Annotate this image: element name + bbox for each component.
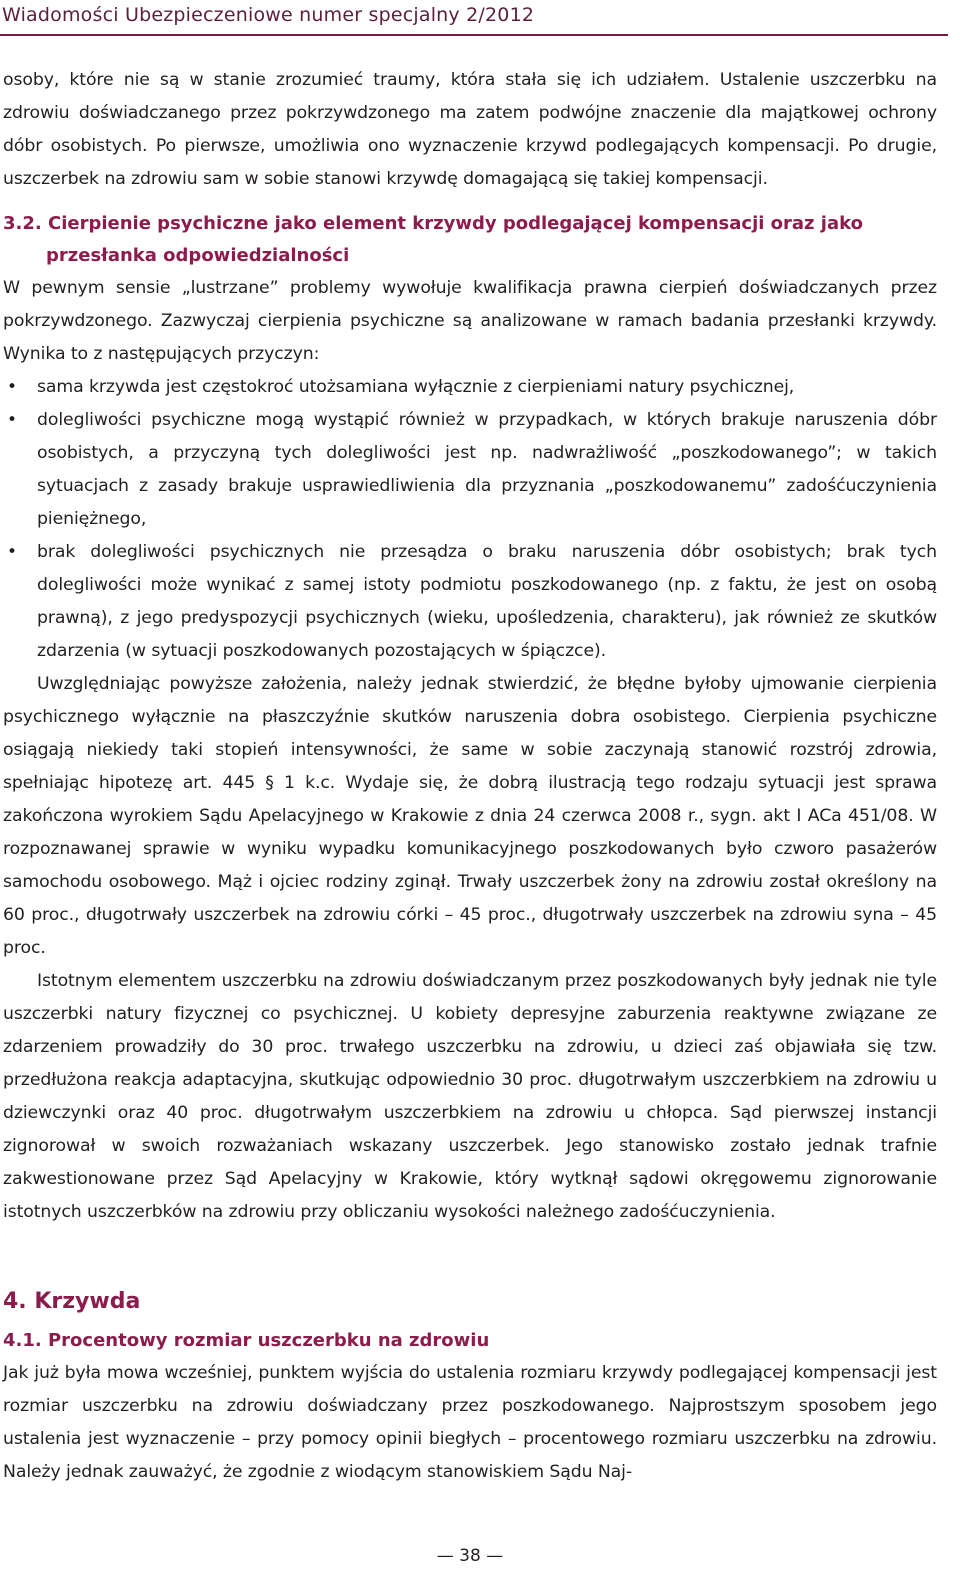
section-4-heading: 4. Krzywda	[3, 1289, 141, 1314]
section-4-1-paragraph: Jak już była mowa wcześniej, punktem wyjścia do ustalenia rozmiaru krzywdy podlegającej kompensacji jest rozmiar uszczerbku na zdrowiu doświadczany przez poszkodowanego. Najprostszym sposobem jego ustalenia jest wyznaczenie – przy pomocy opinii biegłych – procentowego rozmiaru uszczerbku na zdrowiu. Należy jednak zauważyć, że zgodnie z wiodącym stanowiskiem Sądu Naj-	[3, 1363, 937, 1482]
list-item-text: brak dolegliwości psychicznych nie przesądza o braku naruszenia dóbr osobistych; brak tych dolegliwości może wynikać z samej istoty podmiotu poszkodowanego (np. z faktu, że jest on osobą prawną), z jego predyspozycji psychicznych (wieku, upośledzenia, charakteru), jak również ze skutków zdarzenia (w sytuacji poszkodowanych pozostających w śpiączce).	[37, 542, 937, 661]
list-item	[3, 371, 937, 404]
section-3-2-heading: 3.2. Cierpienie psychiczne jako element krzywdy podlegającej kompensacji oraz jako przesłanka odpowiedzialności	[3, 213, 863, 266]
list-item-text: dolegliwości psychiczne mogą wystąpić również w przypadkach, w których brakuje naruszenia dóbr osobistych, a przyczyną tych dolegliwości jest np. nadwrażliwość „poszkodowanego”; w takich sytuacjach z zasady brakuje usprawiedliwienia dla przyznania „poszkodowanemu” zadośćuczynienia pieniężnego,	[37, 410, 937, 529]
reasons-list	[3, 371, 937, 668]
section-3-2-paragraph-2: Uwzględniając powyższe założenia, należy jednak stwierdzić, że błędne byłoby ujmowanie cierpienia psychicznego wyłącznie na płaszczyźnie skutków naruszenia dobra osobistego. Cierpienia psychiczne osiągają niekiedy taki stopień intensywności, że same w sobie zaczynają stanowić rozstrój zdrowia, spełniając hipotezę art. 445 § 1 k.c. Wydaje się, że dobrą ilustracją tego rodzaju sytuacji jest sprawa zakończona wyrokiem Sądu Apelacyjnego w Krakowie z dnia 24 czerwca 2008 r., sygn. akt I ACa 451/08. W rozpoznawanej sprawie w wyniku wypadku komunikacyjnego poszkodowanych było czworo pasażerów samochodu osobowego. Mąż i ojciec rodziny zginął. Trwały uszczerbek żony na zdrowiu został określony na 60 proc., długotrwały uszczerbek na zdrowiu córki – 45 proc., długotrwały uszczerbek na zdrowiu syna – 45 proc.	[3, 674, 937, 958]
bullet-icon: •	[7, 410, 17, 430]
list-item	[3, 536, 937, 668]
page-content	[3, 64, 937, 1489]
section-3-2-paragraph: W pewnym sensie „lustrzane” problemy wywołuje kwalifikacja prawna cierpień doświadczanych przez pokrzywdzonego. Zazwyczaj cierpienia psychiczne są analizowane w ramach badania przesłanki krzywdy. Wynika to z następujących przyczyn:	[3, 278, 937, 364]
bullet-icon: •	[7, 377, 17, 397]
list-item	[3, 404, 937, 536]
section-3-2-paragraph-3: Istotnym elementem uszczerbku na zdrowiu doświadczanym przez poszkodowanych były jednak nie tyle uszczerbki natury fizycznej co psychicznej. U kobiety depresyjne zaburzenia reaktywne związane ze zdarzeniem prowadziły do 30 proc. trwałego uszczerbku na zdrowiu, u dzieci zaś objawiała się tzw. przedłużona reakcja adaptacyjna, skutkując odpowiednio 30 proc. długotrwałym uszczerbkiem na zdrowiu u dziewczynki oraz 40 proc. długotrwałym uszczerbkiem na zdrowiu u chłopca. Sąd pierwszej instancji zignorował w swoich rozważaniach wskazany uszczerbek. Jego stanowisko zostało jednak trafnie zakwestionowane przez Sąd Apelacyjny w Krakowie, który wytknął sądowi okręgowemu zignorowanie istotnych uszczerbków na zdrowiu przy obliczaniu wysokości należnego zadośćuczynienia.	[3, 971, 937, 1222]
list-item-text: sama krzywda jest częstokroć utożsamiana wyłącznie z cierpieniami natury psychicznej,	[37, 377, 795, 397]
bullet-icon: •	[7, 542, 17, 562]
section-4-1-heading: 4.1. Procentowy rozmiar uszczerbku na zdrowiu	[3, 1330, 490, 1351]
intro-paragraph: osoby, które nie są w stanie zrozumieć traumy, która stała się ich udziałem. Ustalenie uszczerbku na zdrowiu doświadczanego przez pokrzywdzonego ma zatem podwójne znaczenie dla majątkowej ochrony dóbr osobistych. Po pierwsze, umożliwia ono wyznaczenie krzywd podlegających kompensacji. Po drugie, uszczerbek na zdrowiu sam w sobie stanowi krzywdę domagającą się takiej kompensacji.	[3, 70, 937, 189]
journal-title: Wiadomości Ubezpieczeniowe numer specjalny 2/2012	[2, 4, 535, 26]
page-number: — 38 —	[436, 1546, 504, 1566]
page-header	[0, 0, 948, 36]
